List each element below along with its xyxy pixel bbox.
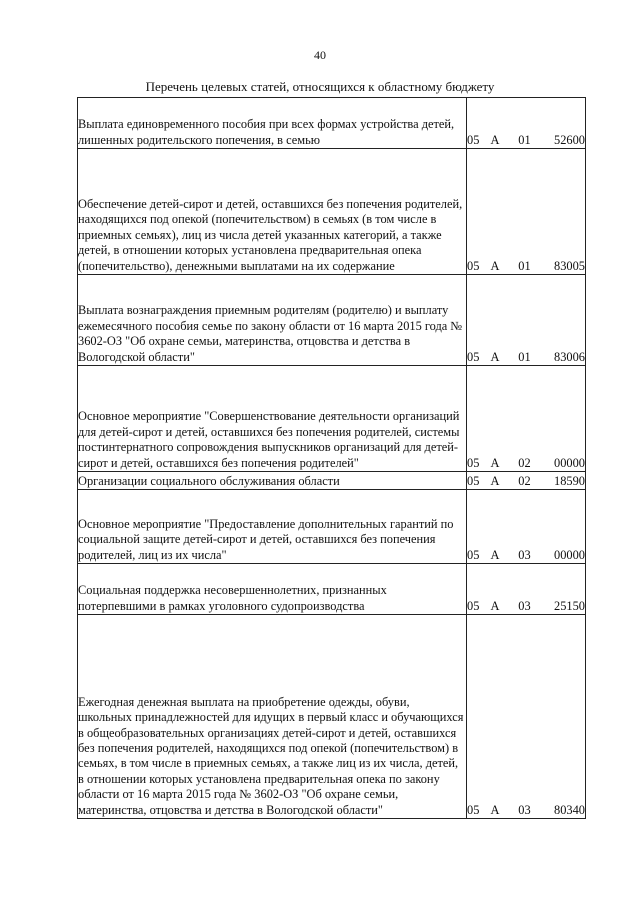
- code-section: 05: [467, 275, 491, 366]
- code-subprogram: 01: [506, 149, 544, 275]
- code-program: А: [491, 149, 506, 275]
- table-row: [78, 366, 586, 472]
- code-direction: 00000: [544, 366, 586, 472]
- article-name: Выплата единовременного пособия при всех формах устройства детей, лишенных родительского попечения, в семью: [78, 98, 467, 149]
- article-name: Выплата вознаграждения приемным родителям (родителю) и выплату ежемесячного пособия семье по закону области от 16 марта 2015 года № 3602-ОЗ "Об охране семьи, материнства, отцовства и детства в Вологодской области": [78, 275, 467, 366]
- article-name: Обеспечение детей-сирот и детей, оставшихся без попечения родителей, находящихся под опекой (попечительством) в семьях (в том числе в приемных семьях), лиц из числа детей указанных категорий, а также детей, в отношении которых установлена предварительная опека (попечительство), денежными выплатами на их содержание: [78, 149, 467, 275]
- code-direction: 25150: [544, 564, 586, 615]
- code-program: А: [491, 564, 506, 615]
- article-name: Социальная поддержка несовершеннолетних, признанных потерпевшими в рамках уголовного судопроизводства: [78, 564, 467, 615]
- code-subprogram: 01: [506, 98, 544, 149]
- table-row: [78, 98, 586, 149]
- table-row: [78, 615, 586, 819]
- page-title: Перечень целевых статей, относящихся к областному бюджету: [145, 79, 495, 94]
- code-direction: 80340: [544, 615, 586, 819]
- table-row: [78, 472, 586, 490]
- code-subprogram: 03: [506, 564, 544, 615]
- code-program: А: [491, 472, 506, 490]
- code-section: 05: [467, 615, 491, 819]
- table-row: [78, 490, 586, 564]
- table-row: [78, 149, 586, 275]
- table-row: [78, 564, 586, 615]
- code-section: 05: [467, 490, 491, 564]
- code-program: А: [491, 490, 506, 564]
- code-section: 05: [467, 366, 491, 472]
- code-section: 05: [467, 98, 491, 149]
- code-section: 05: [467, 149, 491, 275]
- code-direction: 83006: [544, 275, 586, 366]
- code-subprogram: 01: [506, 275, 544, 366]
- article-name: Основное мероприятие "Совершенствование деятельности организаций для детей-сирот и детей, оставшихся без попечения родителей, системы постинтернатного сопровождения выпускников организаций для детей-сирот и детей, оставшихся без попечения родителей": [78, 366, 467, 472]
- article-name: Ежегодная денежная выплата на приобретение одежды, обуви, школьных принадлежностей для идущих в первый класс и обучающихся в общеобразовательных организациях детей-сирот и детей, оставшихся без попечения родителей, находящихся под опекой (попечительством) в семьях, в том числе в приемных семьях, а также лиц из их числа, детей, в отношении которых установлена предварительная опека по закону области от 16 марта 2015 года № 3602-ОЗ "Об охране семьи, материнства, отцовства и детства в Вологодской области": [78, 615, 467, 819]
- code-subprogram: 03: [506, 615, 544, 819]
- target-articles-table: [77, 97, 586, 819]
- code-section: 05: [467, 472, 491, 490]
- code-subprogram: 02: [506, 472, 544, 490]
- code-subprogram: 03: [506, 490, 544, 564]
- code-direction: 00000: [544, 490, 586, 564]
- code-program: А: [491, 275, 506, 366]
- table-row: [78, 275, 586, 366]
- code-section: 05: [467, 564, 491, 615]
- code-direction: 52600: [544, 98, 586, 149]
- code-program: А: [491, 98, 506, 149]
- page-number: 40: [314, 48, 326, 62]
- code-subprogram: 02: [506, 366, 544, 472]
- article-name: Организации социального обслуживания области: [78, 472, 467, 490]
- code-program: А: [491, 615, 506, 819]
- code-direction: 18590: [544, 472, 586, 490]
- code-direction: 83005: [544, 149, 586, 275]
- article-name: Основное мероприятие "Предоставление дополнительных гарантий по социальной защите детей-сирот и детей, оставшихся без попечения родителей, лиц из их числа": [78, 490, 467, 564]
- code-program: А: [491, 366, 506, 472]
